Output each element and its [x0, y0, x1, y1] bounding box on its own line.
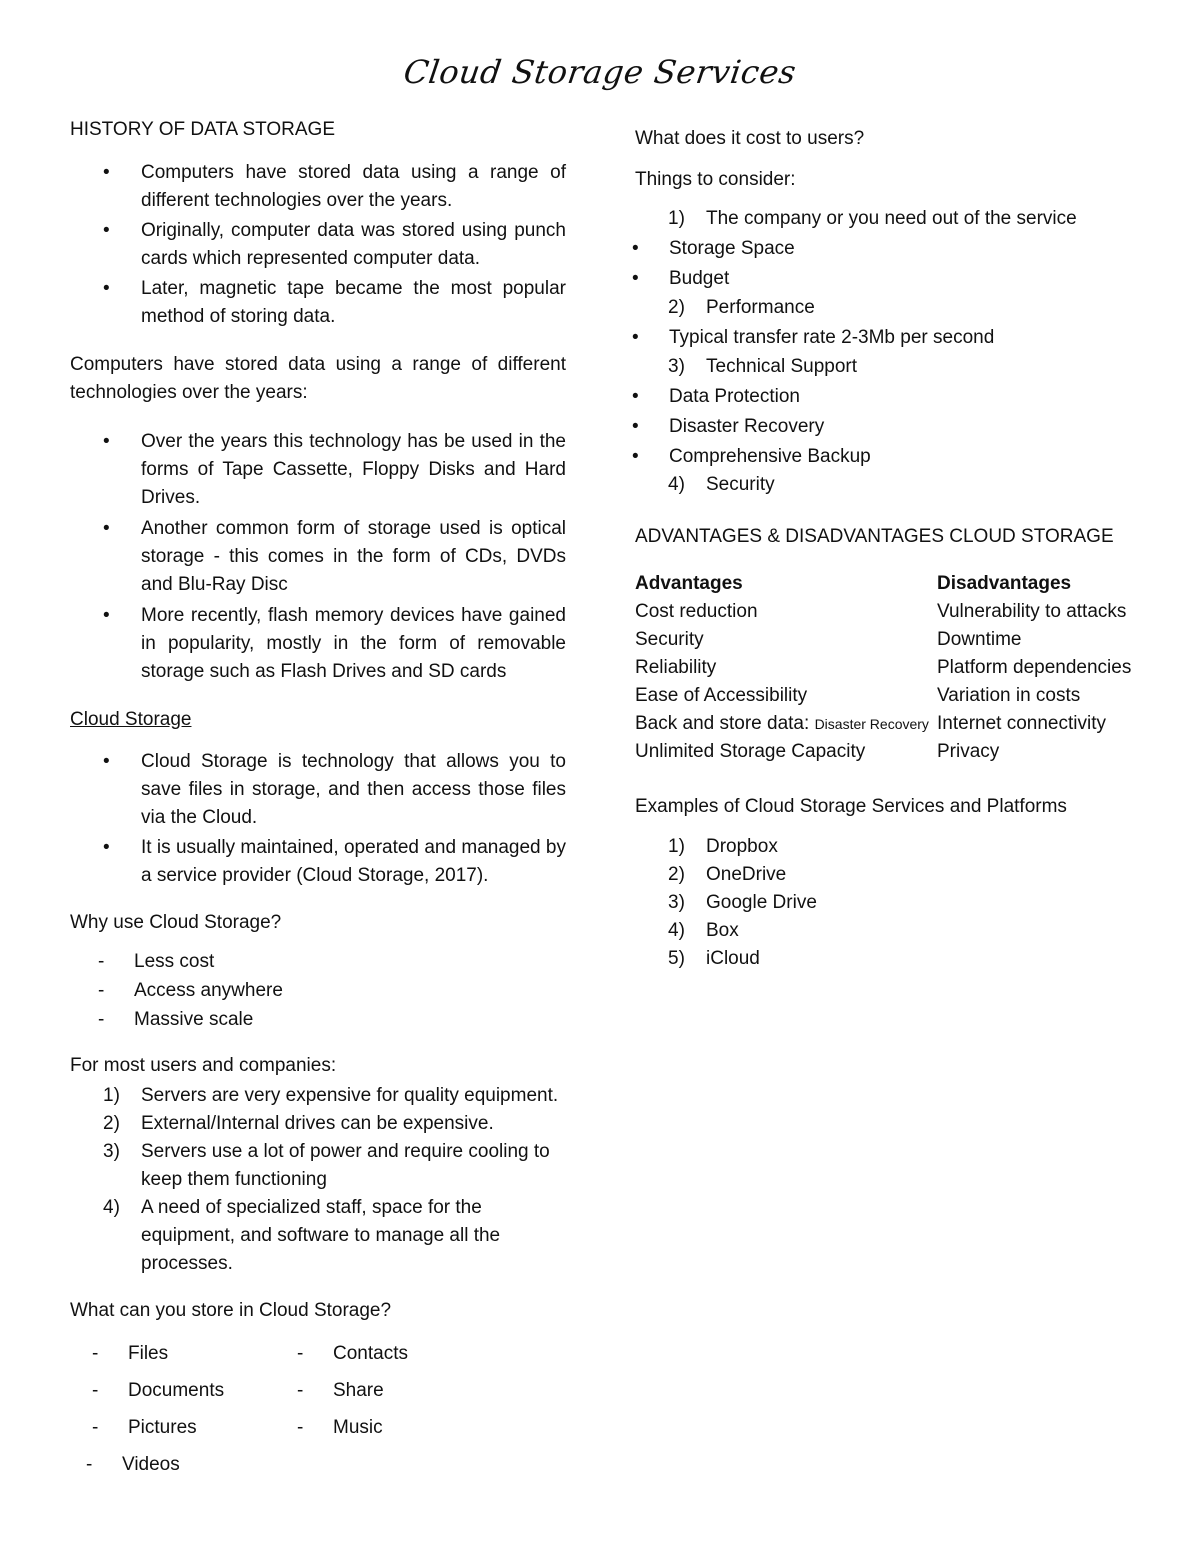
list-number: 4) [668, 920, 685, 941]
consider-sub-list-3 [564, 383, 1155, 471]
advantage-cell: Reliability [635, 657, 717, 678]
list-number: 2) [103, 1113, 120, 1134]
list-item [635, 353, 1155, 381]
list-item: • Cloud Storage is technology that allows you to save files in storage, and then access those files via the Cloud. [70, 748, 566, 832]
advantage-cell: Cost reduction [635, 601, 758, 622]
document-title: Cloud Storage Services [401, 53, 799, 91]
consider-heading: Things to consider: [635, 169, 796, 190]
advantage-note: Disaster Recovery [814, 716, 929, 732]
list-item: • Comprehensive Backup [564, 443, 1155, 471]
why-use-heading: Why use Cloud Storage? [70, 912, 282, 933]
advantage-cell: Unlimited Storage Capacity [635, 741, 866, 762]
list-item [635, 833, 1155, 861]
list-text: External/Internal drives can be expensive. [141, 1113, 494, 1134]
advantage-text: Back and store data: [635, 713, 810, 734]
most-users-heading: For most users and companies: [70, 1055, 337, 1076]
list-text: The company or you need out of the service [706, 208, 1077, 229]
why-use-list [70, 948, 566, 1034]
list-item: • Typical transfer rate 2-3Mb per second [564, 324, 1155, 352]
advantages-heading: ADVANTAGES & DISADVANTAGES CLOUD STORAGE [635, 526, 1114, 547]
list-text: Box [706, 920, 739, 941]
list-number: 4) [668, 474, 685, 495]
list-text: iCloud [706, 948, 760, 969]
list-number: 1) [668, 836, 685, 857]
list-item: • Disaster Recovery [564, 413, 1155, 441]
list-text: Performance [706, 297, 815, 318]
store-items-grid [70, 1340, 566, 1479]
list-number: 1) [668, 208, 685, 229]
list-item: • Another common form of storage used is optical storage - this comes in the form of CDs, DVDs and Blu-Ray Disc [70, 515, 566, 599]
list-item: • Later, magnetic tape became the most popular method of storing data. [70, 275, 566, 331]
list-item [70, 1194, 566, 1278]
list-text: OneDrive [706, 864, 787, 885]
cloud-storage-bullet-list [70, 748, 566, 890]
list-item: • Data Protection [564, 383, 1155, 411]
list-item: • It is usually maintained, operated and managed by a service provider (Cloud Storage, 2017). [70, 834, 566, 890]
list-text: Technical Support [706, 356, 858, 377]
disadvantage-cell: Variation in costs [937, 685, 1081, 706]
list-item: • Computers have stored data using a range of different technologies over the years. [70, 159, 566, 215]
list-number: 3) [668, 892, 685, 913]
list-item: • More recently, flash memory devices have gained in popularity, mostly in the form of removable storage such as Flash Drives and SD cards [70, 602, 566, 686]
list-item: - Massive scale [70, 1006, 566, 1034]
most-users-list [70, 1082, 566, 1278]
advantages-table [635, 570, 1155, 766]
store-item: - Files [70, 1340, 275, 1368]
list-item [635, 205, 1155, 233]
disadvantages-column-header: Disadvantages [937, 573, 1072, 594]
list-text: Servers are very expensive for quality equipment. [141, 1085, 559, 1106]
list-item [635, 945, 1155, 973]
advantage-cell: Security [635, 629, 704, 650]
list-number: 3) [668, 356, 685, 377]
history-bullet-list [70, 159, 566, 331]
store-item: - Videos [64, 1451, 275, 1479]
store-heading: What can you store in Cloud Storage? [70, 1300, 392, 1321]
cloud-storage-heading: Cloud Storage [70, 709, 192, 730]
list-text: A need of specialized staff, space for the equipment, and software to manage all the processes. [141, 1197, 501, 1274]
store-item: - Share [275, 1377, 475, 1405]
list-number: 2) [668, 864, 685, 885]
computers-paragraph: Computers have stored data using a range of different technologies over the years: [70, 354, 566, 403]
list-number: 5) [668, 948, 685, 969]
cost-heading: What does it cost to users? [635, 128, 865, 149]
list-item [635, 889, 1155, 917]
list-item [635, 294, 1155, 322]
advantage-cell: Ease of Accessibility [635, 685, 808, 706]
examples-list [635, 833, 1155, 973]
list-item: • Storage Space [564, 235, 1155, 263]
left-column [70, 116, 566, 1479]
list-item [70, 1082, 566, 1110]
technology-bullet-list [70, 428, 566, 686]
store-item: - Contacts [275, 1340, 475, 1368]
disadvantage-cell: Privacy [937, 741, 1000, 762]
consider-list [635, 205, 1155, 233]
disadvantage-cell: Internet connectivity [937, 713, 1106, 734]
list-item: - Access anywhere [70, 977, 566, 1005]
list-number: 2) [668, 297, 685, 318]
list-item [70, 1110, 566, 1138]
examples-heading: Examples of Cloud Storage Services and Platforms [635, 796, 1067, 817]
list-item: • Over the years this technology has be used in the forms of Tape Cassette, Floppy Disks and Hard Drives. [70, 428, 566, 512]
advantage-cell [635, 710, 937, 738]
consider-sub-list-2 [564, 324, 1155, 352]
list-item: • Budget [564, 265, 1155, 293]
list-text: Security [706, 474, 775, 495]
consider-sub-list-1 [564, 235, 1155, 293]
list-item: • Originally, computer data was stored using punch cards which represented computer data. [70, 217, 566, 273]
list-item: - Less cost [70, 948, 566, 976]
disadvantage-cell: Vulnerability to attacks [937, 601, 1127, 622]
consider-list [635, 353, 1155, 381]
list-item [635, 861, 1155, 889]
list-item [70, 1138, 566, 1194]
right-column [635, 125, 1155, 973]
consider-list [635, 294, 1155, 322]
disadvantage-cell: Platform dependencies [937, 657, 1132, 678]
consider-list [635, 471, 1155, 499]
list-number: 1) [103, 1085, 120, 1106]
advantages-column-header: Advantages [635, 573, 743, 594]
list-item [635, 471, 1155, 499]
list-text: Servers use a lot of power and require cooling to keep them functioning [141, 1141, 550, 1190]
list-text: Dropbox [706, 836, 778, 857]
list-number: 4) [103, 1197, 120, 1218]
history-heading: HISTORY OF DATA STORAGE [70, 119, 336, 140]
store-item: - Music [275, 1414, 475, 1442]
list-number: 3) [103, 1141, 120, 1162]
list-text: Google Drive [706, 892, 817, 913]
disadvantage-cell: Downtime [937, 629, 1022, 650]
store-item: - Pictures [70, 1414, 275, 1442]
list-item [635, 917, 1155, 945]
store-item: - Documents [70, 1377, 275, 1405]
